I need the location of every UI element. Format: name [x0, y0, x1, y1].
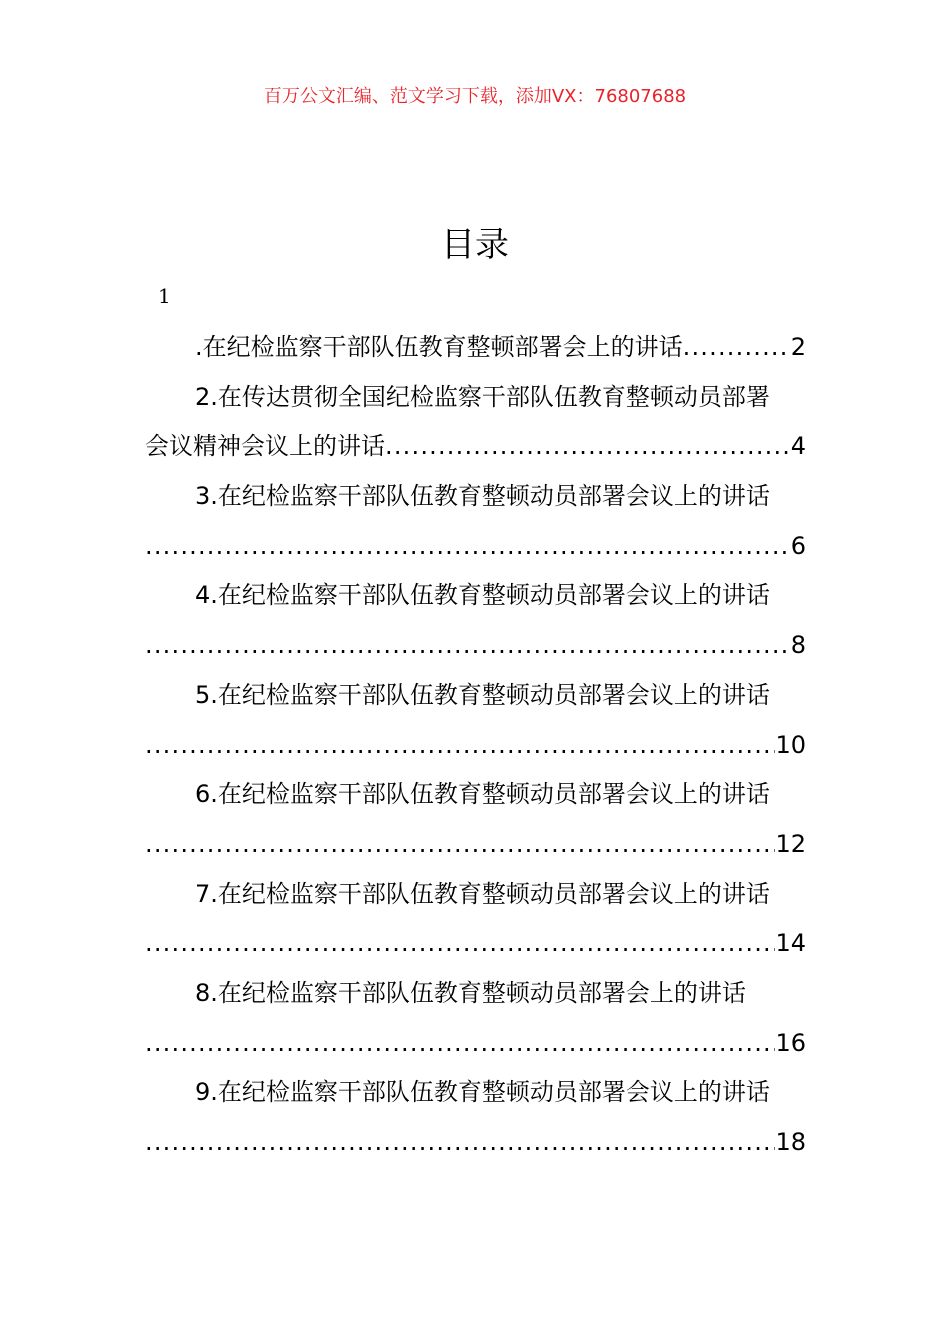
table-of-contents [145, 323, 806, 1168]
toc-entry-4-leader[interactable] [145, 621, 806, 671]
dot-leader [145, 1019, 775, 1069]
toc-entry-9-leader[interactable] [145, 1118, 806, 1168]
toc-entry-9[interactable] [145, 1068, 806, 1118]
toc-entry-7[interactable] [145, 870, 806, 920]
dot-leader [683, 323, 791, 373]
toc-entry-title: 4.在纪检监察干部队伍教育整顿动员部署会议上的讲话 [195, 581, 770, 610]
toc-entry-3[interactable] [145, 472, 806, 522]
dot-leader [145, 1118, 775, 1168]
toc-entry-1[interactable] [145, 323, 806, 373]
toc-page-number: 18 [775, 1128, 806, 1156]
dot-leader [145, 919, 775, 969]
toc-entry-4[interactable] [145, 571, 806, 621]
toc-page-number: 2 [790, 333, 806, 361]
toc-entry-title: .在纪检监察干部队伍教育整顿部署会上的讲话 [195, 333, 683, 361]
stray-number: 1 [158, 284, 171, 308]
toc-page-number: 10 [775, 730, 806, 759]
toc-entry-5[interactable] [145, 671, 806, 721]
toc-page-number: 12 [775, 829, 806, 858]
toc-page-number: 14 [775, 929, 806, 958]
page-title: 目录 [441, 225, 509, 265]
dot-leader [145, 621, 791, 671]
dot-leader [145, 522, 791, 572]
toc-entry-3-leader[interactable] [145, 522, 806, 572]
toc-entry-8-leader[interactable] [145, 1019, 806, 1069]
header-note: 百万公文汇编、范文学习下载，添加VX：76807688 [263, 86, 687, 107]
toc-page-number: 6 [790, 531, 806, 560]
dot-leader [145, 820, 775, 870]
toc-entry-7-leader[interactable] [145, 919, 806, 969]
toc-entry-title: 8.在纪检监察干部队伍教育整顿动员部署会上的讲话 [195, 978, 746, 1007]
toc-entry-title: 6.在纪检监察干部队伍教育整顿动员部署会议上的讲话 [195, 780, 770, 809]
toc-entry-8[interactable] [145, 969, 806, 1019]
toc-entry-6[interactable] [145, 770, 806, 820]
toc-entry-2-line2[interactable] [145, 422, 806, 472]
toc-page-number: 16 [775, 1028, 806, 1057]
toc-entry-6-leader[interactable] [145, 820, 806, 870]
dot-leader [145, 721, 775, 771]
toc-entry-title: 7.在纪检监察干部队伍教育整顿动员部署会议上的讲话 [195, 879, 770, 908]
toc-entry-title: 3.在纪检监察干部队伍教育整顿动员部署会议上的讲话 [195, 482, 770, 511]
toc-entry-title: 5.在纪检监察干部队伍教育整顿动员部署会议上的讲话 [195, 680, 770, 709]
toc-page-number: 4 [790, 432, 806, 461]
toc-entry-2-line1[interactable] [145, 373, 806, 423]
toc-entry-title: 9.在纪检监察干部队伍教育整顿动员部署会议上的讲话 [195, 1078, 770, 1107]
toc-page-number: 8 [790, 631, 806, 660]
toc-entry-title: 2.在传达贯彻全国纪检监察干部队伍教育整顿动员部署 [195, 382, 770, 411]
dot-leader [385, 422, 791, 472]
toc-entry-5-leader[interactable] [145, 721, 806, 771]
toc-entry-title-continued: 会议精神会议上的讲话 [145, 432, 385, 461]
